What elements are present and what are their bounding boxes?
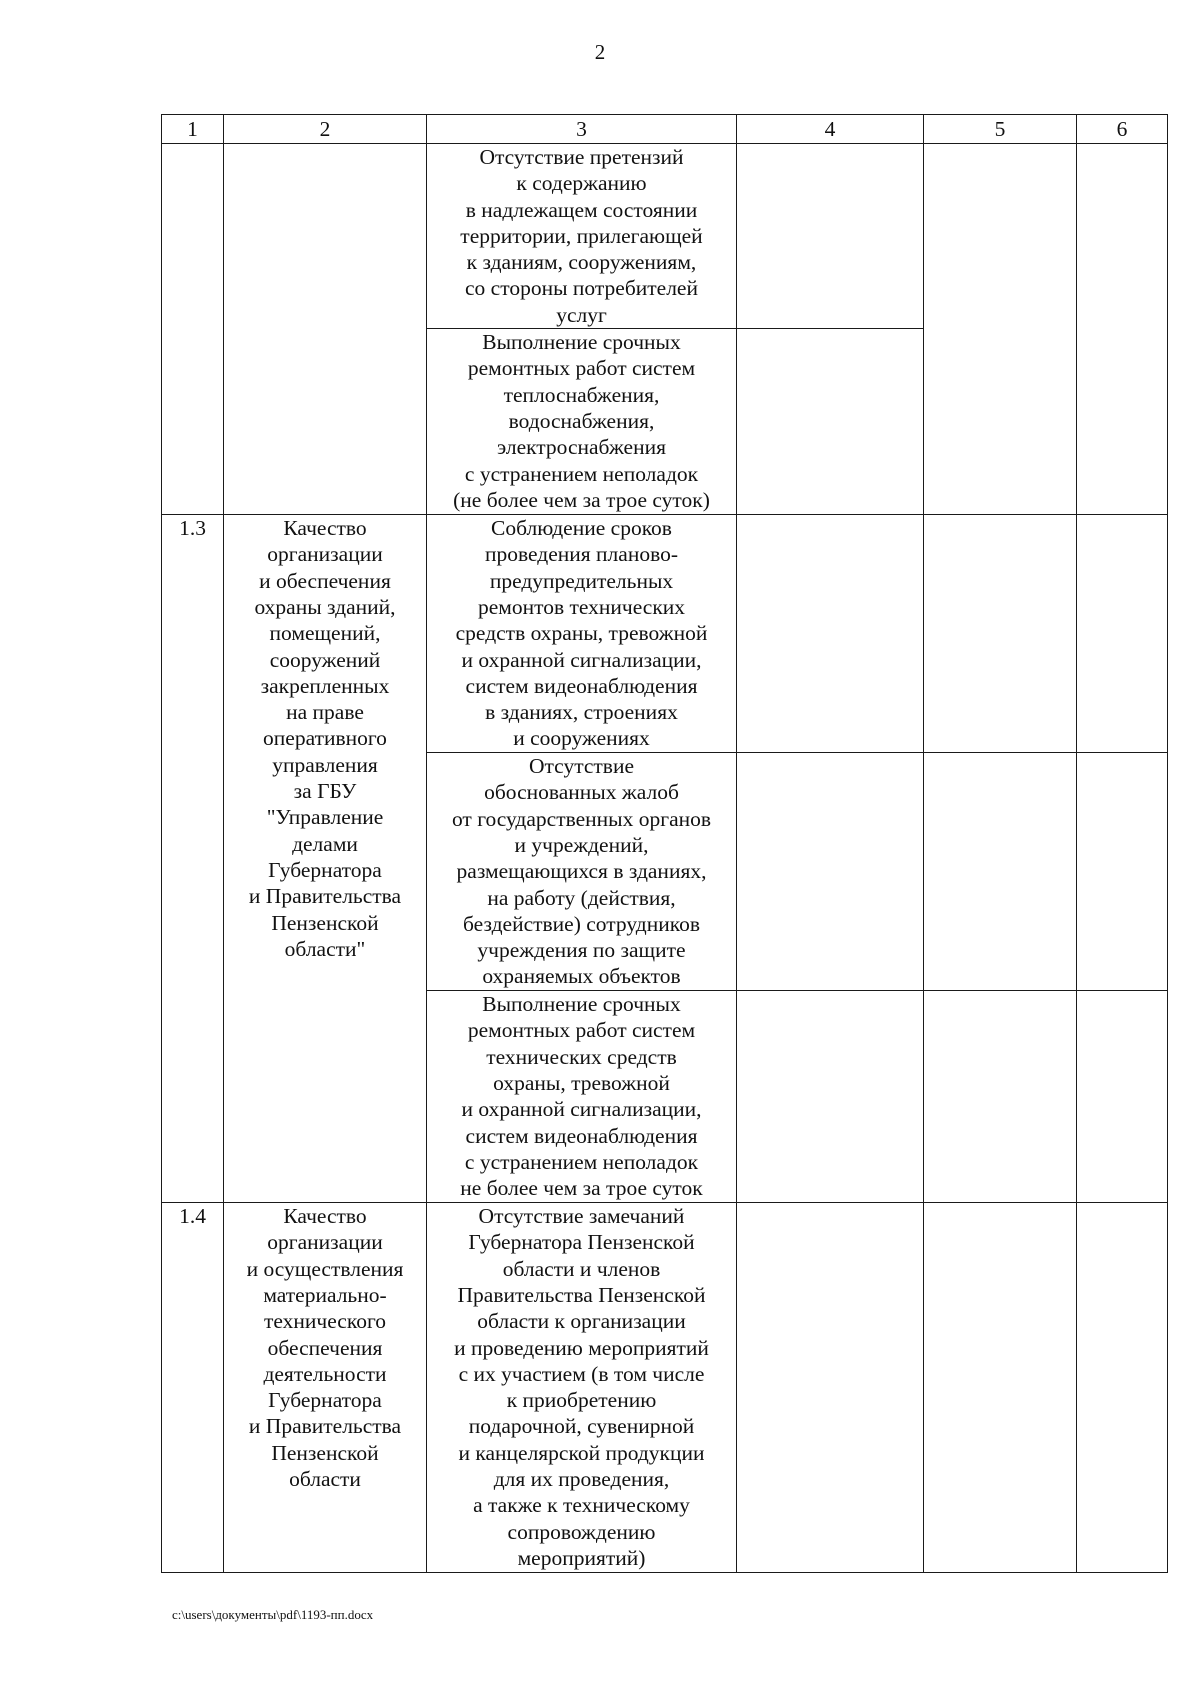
page-number: 2 bbox=[594, 40, 606, 64]
indicator-cell: Качество организации и осуществления материально- технического обеспечения деятельности Губернатора и Правительства Пензенской области bbox=[224, 1203, 427, 1573]
column-header: 4 bbox=[737, 115, 924, 144]
criteria-table bbox=[161, 114, 1168, 1573]
criterion-cell: Отсутствие замечаний Губернатора Пензенской области и членов Правительства Пензенской области к организации и проведению мероприятий с их участием (в том числе к приобретению подарочной, сувенирной и канцелярской продукции для их проведения, а также к техническому сопровождению мероприятий) bbox=[427, 1203, 737, 1573]
criterion-cell: Выполнение срочных ремонтных работ систем теплоснабжения, водоснабжения, электроснабжения с устранением неполадок (не более чем за трое суток) bbox=[427, 329, 737, 515]
value-cell bbox=[1077, 753, 1168, 991]
value-cell bbox=[737, 144, 924, 329]
table-row bbox=[162, 1203, 1168, 1573]
value-cell bbox=[737, 991, 924, 1203]
criterion-cell: Соблюдение сроков проведения планово- предупредительных ремонтов технических средств охраны, тревожной и охранной сигнализации, систем видеонаблюдения в зданиях, строениях и сооружениях bbox=[427, 515, 737, 753]
value-cell bbox=[1077, 144, 1168, 515]
column-header: 2 bbox=[224, 115, 427, 144]
value-cell bbox=[924, 991, 1077, 1203]
table-row bbox=[162, 144, 1168, 329]
value-cell bbox=[1077, 1203, 1168, 1573]
column-header: 3 bbox=[427, 115, 737, 144]
value-cell bbox=[737, 1203, 924, 1573]
indicator-cell: Качество организации и обеспечения охраны зданий, помещений, сооружений закрепленных на праве оперативного управления за ГБУ "Управление делами Губернатора и Правительства Пензенской области" bbox=[224, 515, 427, 1203]
value-cell bbox=[737, 753, 924, 991]
value-cell bbox=[924, 144, 1077, 515]
value-cell bbox=[737, 329, 924, 515]
row-number-cell bbox=[162, 144, 224, 515]
value-cell bbox=[924, 1203, 1077, 1573]
value-cell bbox=[924, 515, 1077, 753]
value-cell bbox=[924, 753, 1077, 991]
row-number-cell: 1.4 bbox=[162, 1203, 224, 1573]
table-header-row bbox=[162, 115, 1168, 144]
criterion-cell: Выполнение срочных ремонтных работ систем технических средств охраны, тревожной и охранной сигнализации, систем видеонаблюдения с устранением неполадок не более чем за трое суток bbox=[427, 991, 737, 1203]
value-cell bbox=[737, 515, 924, 753]
row-number-cell: 1.3 bbox=[162, 515, 224, 1203]
value-cell bbox=[1077, 515, 1168, 753]
column-header: 6 bbox=[1077, 115, 1168, 144]
column-header: 1 bbox=[162, 115, 224, 144]
column-header: 5 bbox=[924, 115, 1077, 144]
criterion-cell: Отсутствие обоснованных жалоб от государственных органов и учреждений, размещающихся в зданиях, на работу (действия, бездействие) сотрудников учреждения по защите охраняемых объектов bbox=[427, 753, 737, 991]
indicator-cell bbox=[224, 144, 427, 515]
criterion-cell: Отсутствие претензий к содержанию в надлежащем состоянии территории, прилегающей к зданиям, сооружениям, со стороны потребителей услуг bbox=[427, 144, 737, 329]
value-cell bbox=[1077, 991, 1168, 1203]
table-row bbox=[162, 515, 1168, 753]
footer-file-path: c:\users\документы\pdf\1193-пп.docx bbox=[172, 1607, 374, 1622]
